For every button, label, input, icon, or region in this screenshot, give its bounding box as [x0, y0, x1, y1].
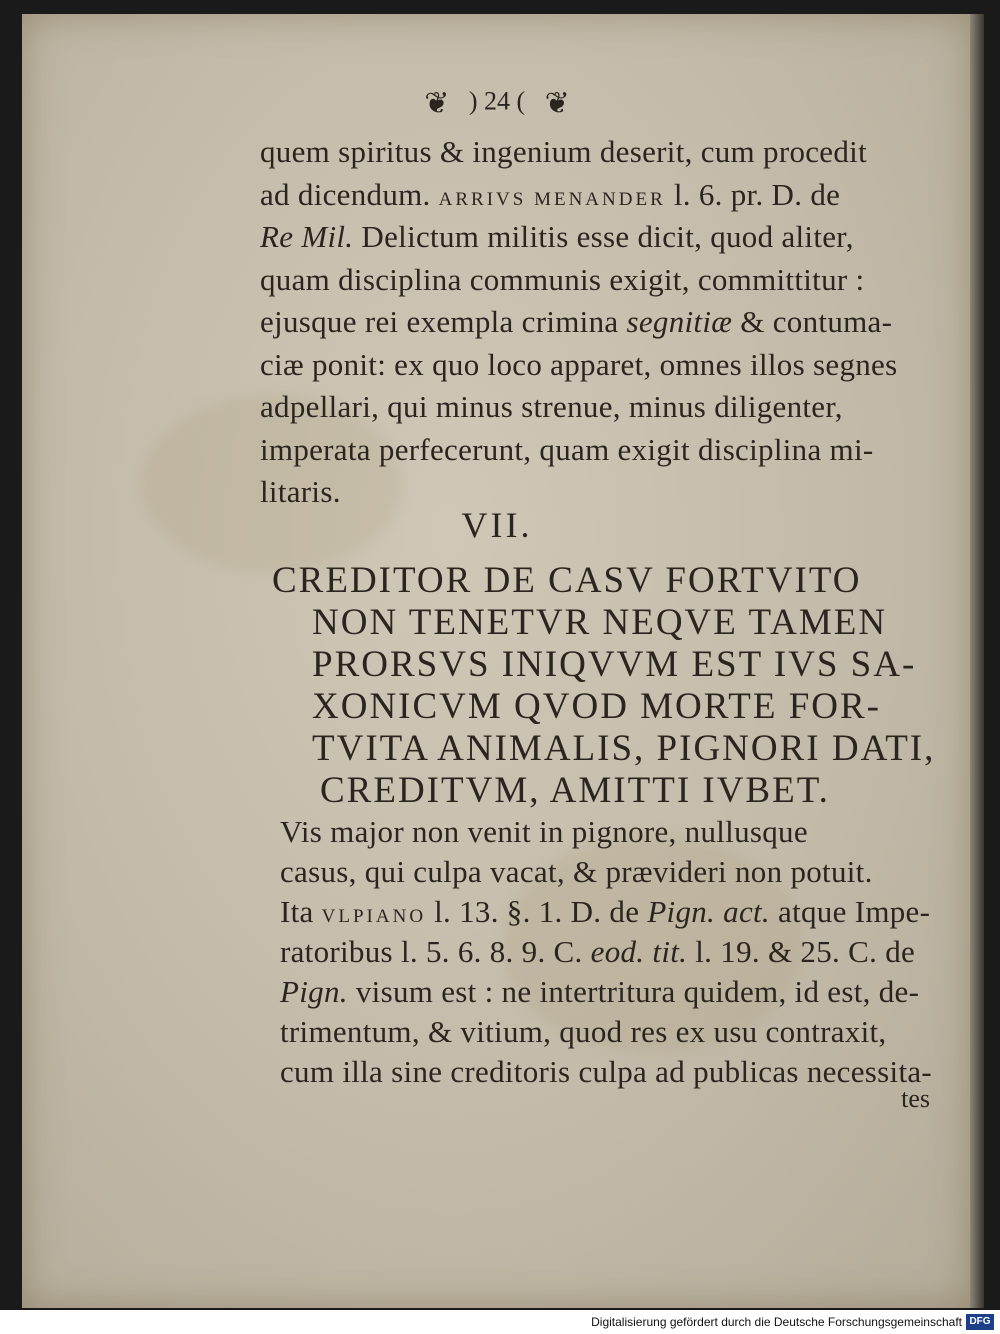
text-line: [260, 347, 897, 383]
text-line: [260, 304, 892, 340]
text-line: [260, 389, 843, 425]
text-run: ratoribus l. 5. 6. 8. 9. C.: [280, 934, 591, 969]
text-run: l. 6. pr. D. de: [665, 176, 841, 212]
text-run: visum est : ne intertritura quidem, id est, de-: [347, 974, 920, 1009]
text-run: casus, qui culpa vacat, & prævideri non potuit.: [280, 854, 873, 889]
text-run: ciæ ponit: ex quo loco apparet, omnes illos segnes: [260, 346, 898, 382]
italic-citation: eod. tit.: [590, 934, 688, 969]
heading-line: CREDITVM, AMITTI IVBET.: [320, 770, 830, 811]
ornament-left-icon: ❦: [424, 87, 450, 120]
catchword: tes: [901, 1084, 930, 1113]
text-run: cum illa sine creditoris culpa ad publicas necessita-: [280, 1054, 933, 1089]
heading-line: XONICVM QVOD MORTE FOR-: [312, 686, 881, 727]
italic-citation: segnitiæ: [626, 304, 733, 339]
text-line: [260, 177, 840, 213]
section-number: VII.: [461, 505, 533, 545]
text-line: [280, 1014, 886, 1050]
text-run: l. 13. §. 1. D. de: [426, 894, 648, 929]
text-run: imperata perfecerunt, quam exigit disciplina mi-: [260, 431, 874, 467]
page-number: ) 24 (: [468, 86, 526, 116]
page-edge: [970, 14, 984, 1308]
text-run: & contuma-: [732, 304, 893, 339]
heading-line: CREDITOR DE CASV FORTVITO: [272, 560, 862, 601]
italic-citation: Re Mil.: [260, 219, 354, 254]
text-run: trimentum, & vitium, quod res ex usu contraxit,: [280, 1014, 887, 1049]
author-name: ARRIVS MENANDER: [438, 188, 666, 210]
heading-line: PRORSVS INIQVVM EST IVS SA-: [312, 644, 917, 685]
text-line: [280, 814, 808, 850]
book-page: [22, 14, 972, 1308]
text-run: Vis major non venit in pignore, nullusque: [280, 814, 808, 849]
text-line: [260, 134, 867, 170]
text-line: [280, 1054, 932, 1090]
italic-citation: Pign.: [280, 974, 348, 1009]
text-run: ejusque rei exempla crimina: [260, 304, 627, 339]
text-line: [260, 219, 854, 255]
text-line: [280, 894, 930, 930]
italic-citation: Pign. act.: [647, 894, 770, 929]
text-run: Ita: [280, 894, 322, 929]
text-run: l. 19. & 25. C. de: [687, 934, 916, 969]
text-line: [260, 432, 874, 468]
text-line: [280, 974, 919, 1010]
text-run: atque Impe-: [769, 894, 931, 929]
ornament-right-icon: ❦: [544, 87, 570, 120]
text-run: quem spiritus & ingenium deserit, cum procedit: [260, 134, 867, 169]
dfg-logo: DFG: [966, 1314, 994, 1330]
author-name: VLPIANO: [321, 906, 427, 927]
text-run: adpellari, qui minus strenue, minus diligenter,: [260, 389, 843, 424]
text-run: litaris.: [260, 474, 341, 509]
footer: [0, 1312, 1000, 1334]
heading-line: TVITA ANIMALIS, PIGNORI DATI,: [312, 728, 936, 769]
text-run: quam disciplina communis exigit, committitur :: [260, 261, 865, 297]
text-run: ad dicendum.: [260, 176, 439, 212]
text-line: [280, 854, 873, 890]
footer-credit: Digitalisierung gefördert durch die Deutsche Forschungsgemeinschaft: [591, 1315, 962, 1329]
text-line: [260, 262, 864, 298]
text-line: [280, 934, 915, 970]
text-run: Delictum militis esse dicit, quod aliter,: [353, 219, 854, 254]
heading-line: NON TENETVR NEQVE TAMEN: [312, 602, 888, 643]
running-header: [22, 86, 972, 121]
